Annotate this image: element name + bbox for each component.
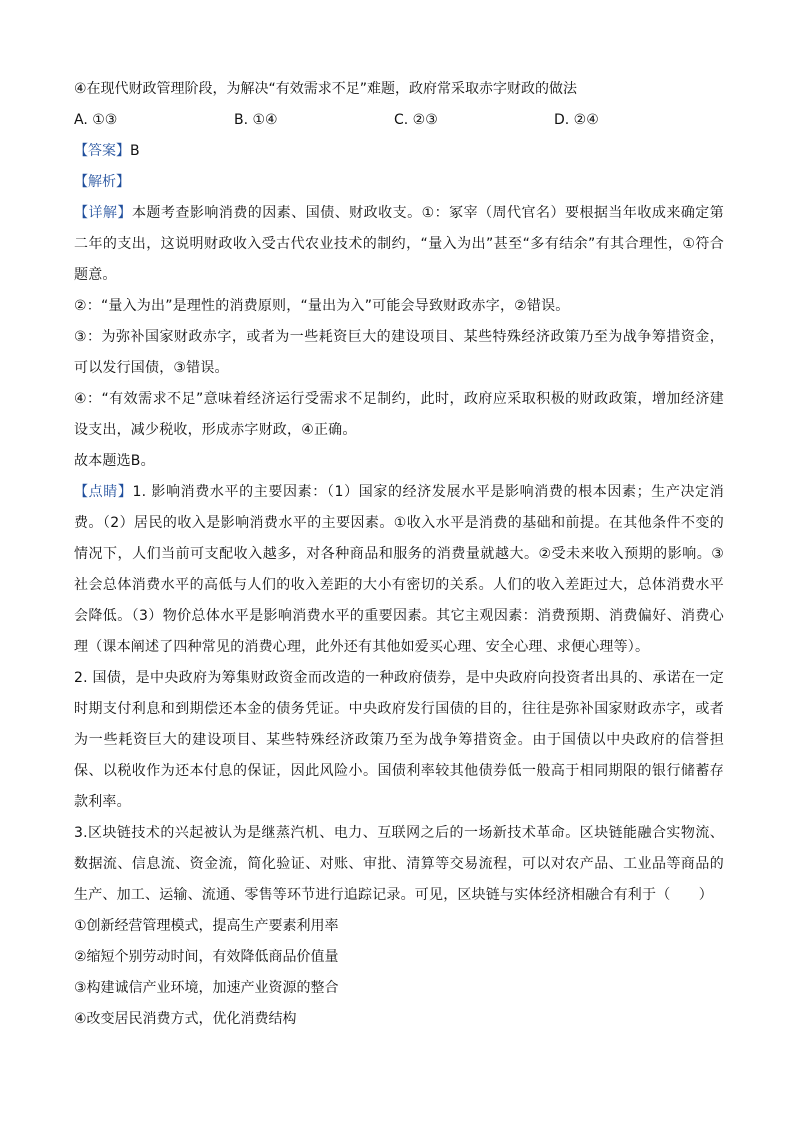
- detail-label: 【详解】: [74, 205, 132, 221]
- detail-item-3: ③：为弥补国家财政赤字，或者为一些耗资巨大的建设项目、某些特殊经济政策乃至为战争筹措资金，可以发行国债，③错误。: [74, 329, 724, 376]
- detail-paragraph: [74, 198, 724, 291]
- question-item-4: ④在现代财政管理阶段，为解决“有效需求不足”难题，政府常采取赤字财政的做法: [74, 81, 578, 97]
- analysis-label: 【解析】: [74, 174, 130, 190]
- option-c: C. ②③: [394, 112, 438, 128]
- analysis-heading: [74, 167, 724, 198]
- conclusion: 故本题选B。: [74, 453, 155, 469]
- points-label: 【点睛】: [74, 484, 133, 500]
- points-text-1: 1. 影响消费水平的主要因素：（1）国家的经济发展水平是影响消费的根本因素；生产决定消费。（2）居民的收入是影响消费水平的主要因素。①收入水平是消费的基础和前提。在其他条件不变的情况下，人们当前可支配收入越多，对各种商品和服务的消费量就越大。②受未来收入预期的影响。③社会总体消费水平的高低与人们的收入差距的大小有密切的关系。人们的收入差距过大，总体消费水平会降低。（3）物价总体水平是影响消费水平的重要因素。其它主观因素：消费预期、消费偏好、消费心理（课本阐述了四种常见的消费心理，此外还有其他如爱买心理、安全心理、求便心理等）。: [74, 484, 724, 655]
- points-paragraph-2: 2. 国债，是中央政府为筹集财政资金而改造的一种政府债券，是中央政府向投资者出具的、承诺在一定时期支付利息和到期偿还本金的债务凭证。中央政府发行国债的目的，往往是弥补国家财政赤字，或者为一些耗资巨大的建设项目、某些特殊经济政策乃至为战争筹措资金。由于国债以中央政府的信誉担保、以税收作为还本付息的保证，因此风险小。国债利率较其他债券低一般高于相同期限的银行储蓄存款利率。: [74, 670, 724, 810]
- answer-label: 【答案】: [74, 143, 130, 159]
- option-b: B. ①④: [234, 112, 278, 128]
- points-paragraph-1: [74, 477, 724, 663]
- question-3-stem: 3.区块链技术的兴起被认为是继蒸汽机、电力、互联网之后的一场新技术革命。区块链能融合实物流、数据流、信息流、资金流，简化验证、对账、审批、清算等交易流程，可以对农产品、工业品等商品的生产、加工、运输、流通、零售等环节进行追踪记录。可见，区块链与实体经济相融合有利于（ ）: [74, 825, 724, 903]
- option-d: D. ②④: [554, 112, 599, 128]
- question-3-item-1: ①创新经营管理模式，提高生产要素利用率: [74, 918, 339, 934]
- answer-value: B: [130, 143, 140, 159]
- document-page: [74, 74, 724, 1035]
- question-3-item-2: ②缩短个别劳动时间，有效降低商品价值量: [74, 949, 339, 965]
- detail-item-4: ④：“有效需求不足”意味着经济运行受需求不足制约，此时，政府应采取积极的财政政策，增加经济建设支出，减少税收，形成赤字财政，④正确。: [74, 391, 724, 438]
- question-3-item-3: ③构建诚信产业环境，加速产业资源的整合: [74, 980, 339, 996]
- question-3-item-4: ④改变居民消费方式，优化消费结构: [74, 1011, 297, 1027]
- answer-options: [74, 105, 724, 136]
- option-a: A. ①③: [74, 112, 118, 128]
- detail-text: 本题考查影响消费的因素、国债、财政收支。①：冢宰（周代官名）要根据当年收成来确定第二年的支出，这说明财政收入受古代农业技术的制约，“量入为出”甚至“多有结余”有其合理性，①符合题意。: [74, 205, 724, 283]
- answer-row: [74, 136, 724, 167]
- detail-item-2: ②：“量入为出”是理性的消费原则，“量出为入”可能会导致财政赤字，②错误。: [74, 298, 570, 314]
